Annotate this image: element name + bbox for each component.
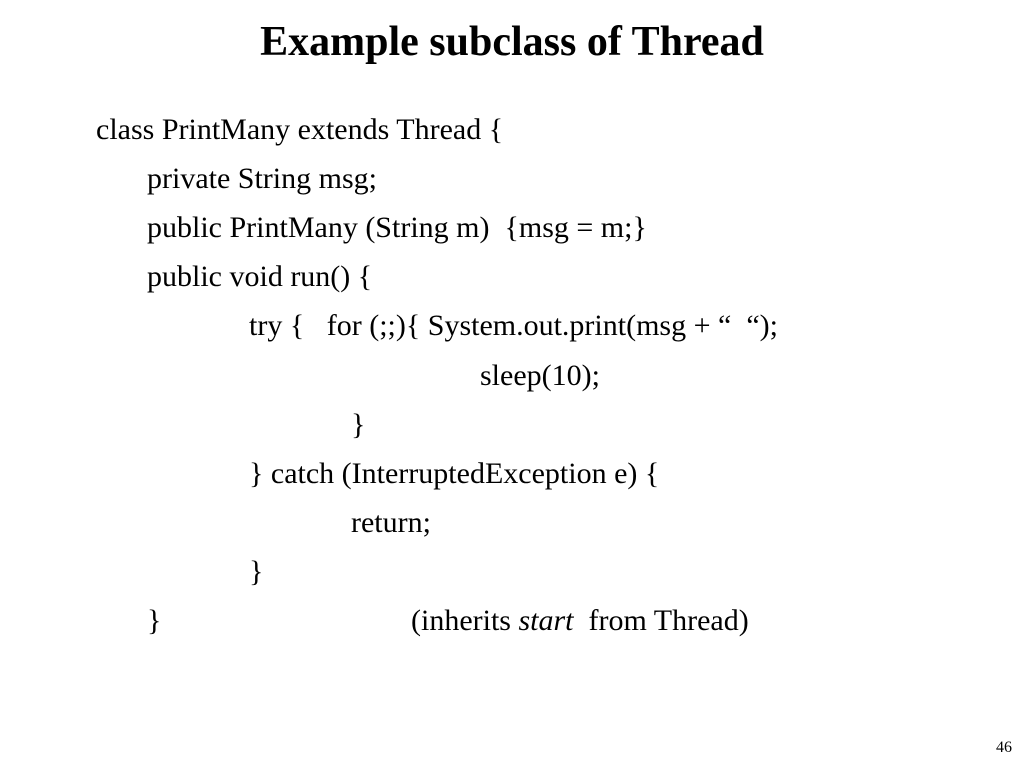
code-line: public PrintMany (String m) {msg = m;} bbox=[147, 211, 647, 244]
code-line: } bbox=[249, 555, 264, 588]
code-line: public void run() { bbox=[147, 260, 373, 293]
slide-title: Example subclass of Thread bbox=[260, 19, 764, 65]
note-emphasis: start bbox=[518, 604, 574, 637]
code-line: } bbox=[147, 604, 162, 637]
note-prefix: (inherits bbox=[411, 604, 519, 637]
code-line: sleep(10); bbox=[480, 359, 600, 392]
code-line: } bbox=[351, 408, 366, 441]
code-line: private String msg; bbox=[147, 162, 377, 195]
code-line: try { for (;;){ System.out.print(msg + “ “); bbox=[249, 309, 778, 342]
inherits-note bbox=[411, 603, 749, 639]
code-line: return; bbox=[351, 506, 431, 539]
code-line: } catch (InterruptedException e) { bbox=[249, 457, 660, 490]
page-number: 46 bbox=[996, 739, 1012, 756]
note-suffix: from Thread) bbox=[573, 604, 749, 637]
code-line: class PrintMany extends Thread { bbox=[96, 113, 504, 146]
